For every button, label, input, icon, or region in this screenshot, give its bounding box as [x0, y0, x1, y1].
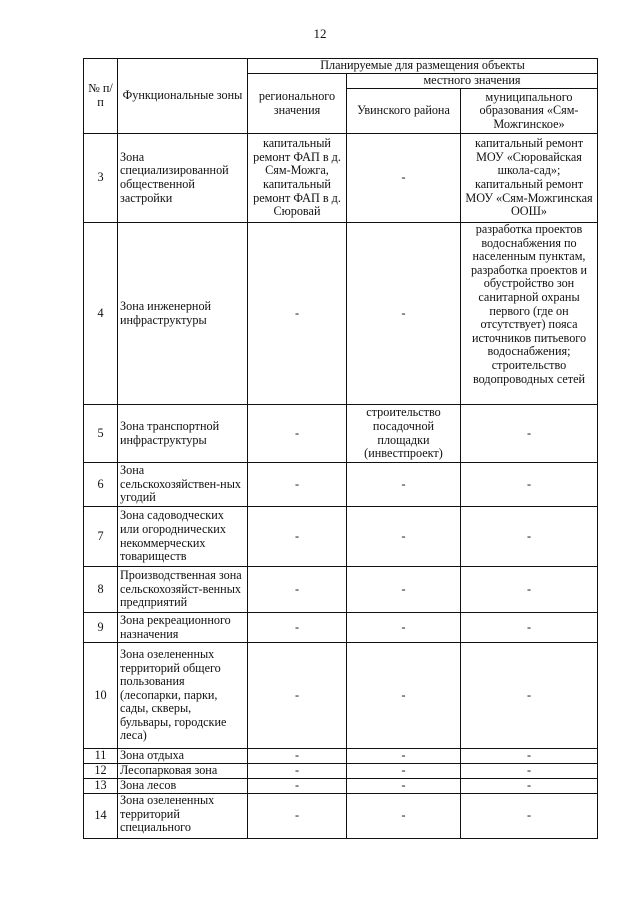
header-planned: Планируемые для размещения объекты — [248, 59, 598, 74]
municipal-value: - — [461, 507, 598, 567]
zone-name: Зона озелененных территорий специального — [118, 794, 248, 839]
municipal-value: - — [461, 463, 598, 507]
row-number: 14 — [84, 794, 118, 839]
row-number: 8 — [84, 567, 118, 613]
zone-name: Зона сельскохозяйствен-ных угодий — [118, 463, 248, 507]
header-num: № п/п — [84, 59, 118, 134]
municipal-value: капитальный ремонт МОУ «Сюровайская школа-сад»; капитальный ремонт МОУ «Сям-Можгинская ООШ» — [461, 134, 598, 223]
municipal-value: - — [461, 794, 598, 839]
table-row — [84, 749, 598, 764]
planned-objects-table — [83, 58, 598, 839]
district-value: - — [347, 643, 461, 749]
table-row — [84, 794, 598, 839]
zone-name: Зона рекреационного назначения — [118, 613, 248, 643]
municipal-value: - — [461, 643, 598, 749]
zone-name: Лесопарковая зона — [118, 764, 248, 779]
row-number: 9 — [84, 613, 118, 643]
district-value: - — [347, 223, 461, 405]
row-number: 3 — [84, 134, 118, 223]
municipal-value: - — [461, 613, 598, 643]
header-municipal: муниципального образования «Сям-Можгинское» — [461, 89, 598, 134]
district-value: - — [347, 779, 461, 794]
header-local: местного значения — [347, 74, 598, 89]
municipal-value: - — [461, 405, 598, 463]
regional-value: - — [248, 749, 347, 764]
page-number: 12 — [313, 26, 327, 41]
table-row — [84, 223, 598, 405]
district-value: - — [347, 463, 461, 507]
municipal-value: - — [461, 779, 598, 794]
row-number: 10 — [84, 643, 118, 749]
municipal-value: - — [461, 764, 598, 779]
table-row — [84, 134, 598, 223]
district-value: - — [347, 794, 461, 839]
table-row — [84, 613, 598, 643]
row-number: 4 — [84, 223, 118, 405]
regional-value: - — [248, 567, 347, 613]
zone-name: Зона инженерной инфраструктуры — [118, 223, 248, 405]
regional-value: - — [248, 507, 347, 567]
row-number: 13 — [84, 779, 118, 794]
zone-name: Зона транспортной инфраструктуры — [118, 405, 248, 463]
header-regional: регионального значения — [248, 74, 347, 134]
district-value: - — [347, 567, 461, 613]
municipal-value: - — [461, 749, 598, 764]
row-number: 6 — [84, 463, 118, 507]
header-district: Увинского района — [347, 89, 461, 134]
zone-name: Производственная зона сельскохозяйст-венных предприятий — [118, 567, 248, 613]
table-row — [84, 779, 598, 794]
table-row — [84, 764, 598, 779]
header-row-1 — [84, 59, 598, 74]
zone-name: Зона озелененных территорий общего пользования (лесопарки, парки, сады, скверы, бульвары, городские леса) — [118, 643, 248, 749]
regional-value: - — [248, 779, 347, 794]
municipal-value: разработка проектов водоснабжения по населенным пунктам, разработка проектов и обустройство зон санитарной охраны первого (где он отсутствует) пояса источников питьевого водоснабжения; строительство водопроводных сетей — [461, 223, 598, 405]
district-value: - — [347, 749, 461, 764]
municipal-value: - — [461, 567, 598, 613]
district-value: - — [347, 613, 461, 643]
district-value: - — [347, 764, 461, 779]
table-row — [84, 643, 598, 749]
row-number: 11 — [84, 749, 118, 764]
zone-name: Зона лесов — [118, 779, 248, 794]
table-row — [84, 567, 598, 613]
zone-name: Зона отдыха — [118, 749, 248, 764]
regional-value: - — [248, 463, 347, 507]
regional-value: - — [248, 613, 347, 643]
regional-value: - — [248, 643, 347, 749]
row-number: 5 — [84, 405, 118, 463]
table-row — [84, 507, 598, 567]
regional-value: - — [248, 764, 347, 779]
regional-value: - — [248, 405, 347, 463]
regional-value: - — [248, 794, 347, 839]
row-number: 7 — [84, 507, 118, 567]
district-value: - — [347, 507, 461, 567]
district-value: - — [347, 134, 461, 223]
row-number: 12 — [84, 764, 118, 779]
zone-name: Зона садоводческих или огороднических некоммерческих товариществ — [118, 507, 248, 567]
district-value: строительство посадочной площадки (инвестпроект) — [347, 405, 461, 463]
regional-value: капитальный ремонт ФАП в д. Сям-Можга, капитальный ремонт ФАП в д. Сюровай — [248, 134, 347, 223]
table-row — [84, 405, 598, 463]
regional-value: - — [248, 223, 347, 405]
table-row — [84, 463, 598, 507]
zone-name: Зона специализированной общественной застройки — [118, 134, 248, 223]
header-zones: Функциональные зоны — [118, 59, 248, 134]
